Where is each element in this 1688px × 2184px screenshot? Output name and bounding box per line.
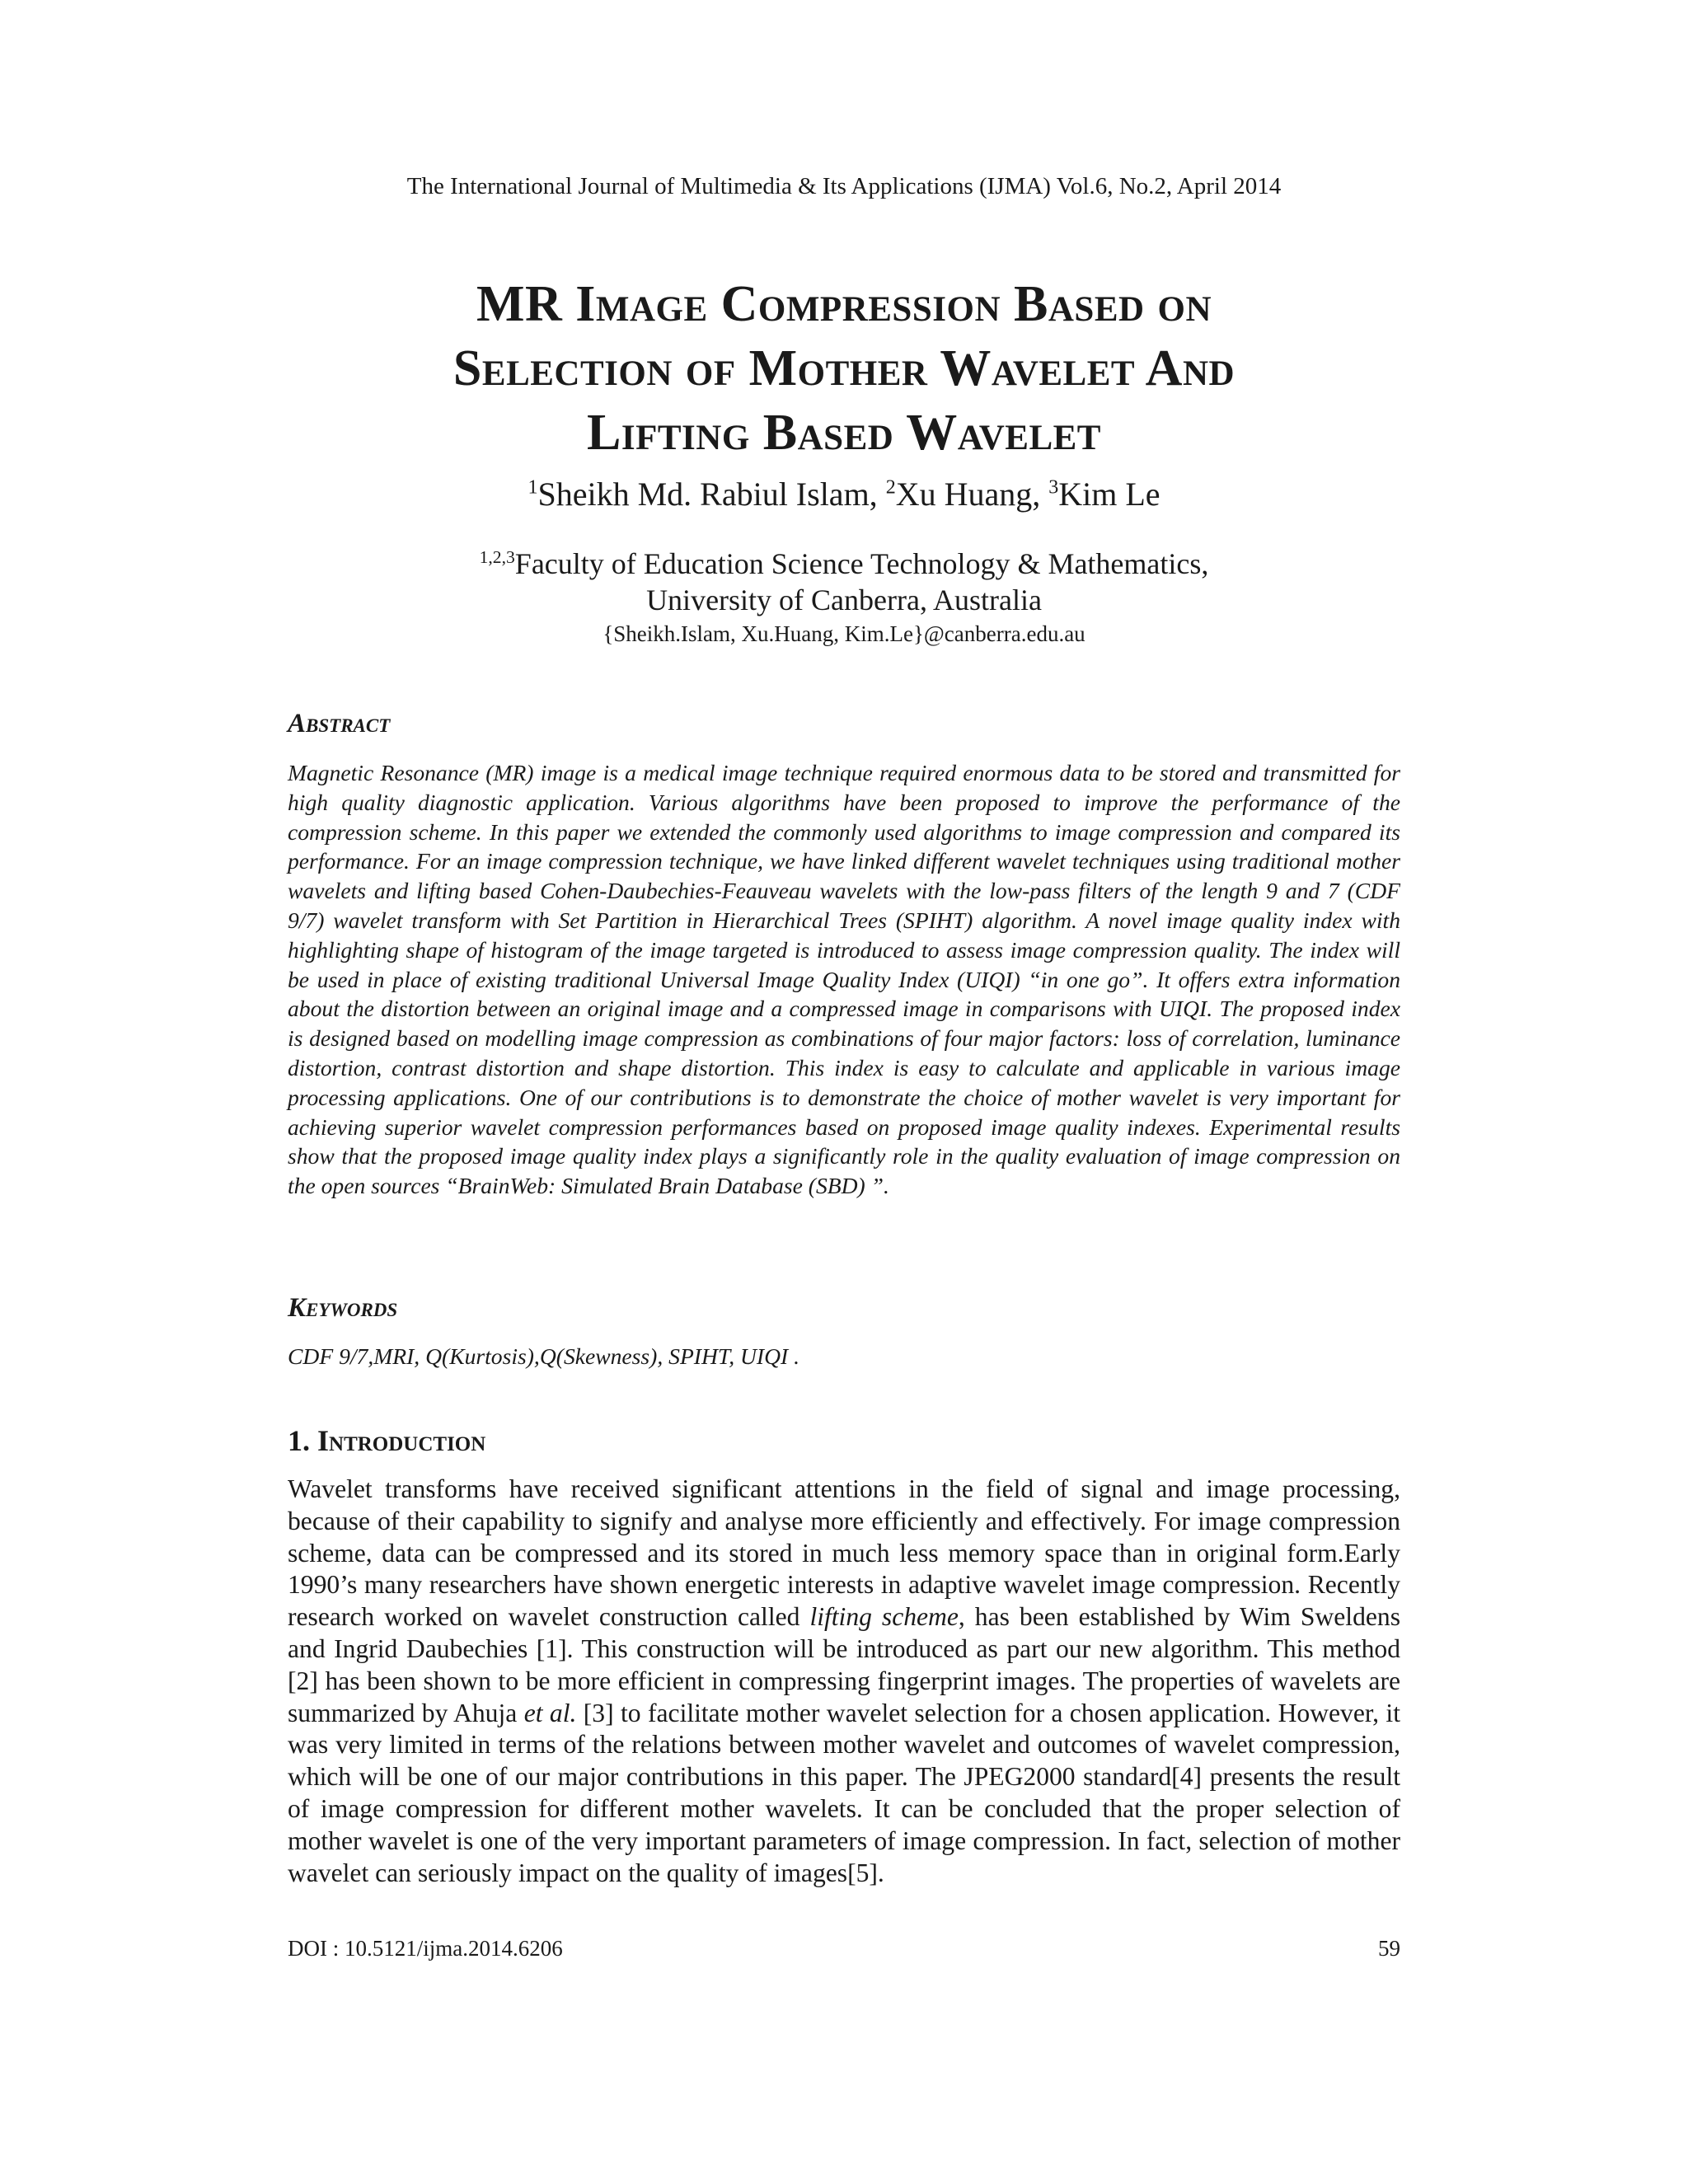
author-name: Sheikh Md. Rabiul Islam,	[537, 476, 886, 513]
running-header: The International Journal of Multimedia & Its Applications (IJMA) Vol.6, No.2, April 2014	[406, 173, 1282, 199]
affiliation-line-2: University of Canberra, Australia	[646, 583, 1042, 616]
introduction-text	[288, 1474, 1400, 1889]
intro-emphasis: lifting scheme	[809, 1602, 959, 1632]
author-superscript: 1	[528, 476, 538, 499]
affiliation-superscript: 1,2,3	[479, 547, 515, 567]
intro-emphasis: et al.	[523, 1698, 577, 1727]
author-emails: {Sheikh.Islam, Xu.Huang, Kim.Le}@canberra.edu.au	[603, 621, 1085, 646]
paper-title	[165, 272, 1523, 465]
author-superscript: 2	[885, 476, 896, 499]
affiliation	[0, 546, 1688, 618]
author-name: Kim Le	[1058, 476, 1160, 513]
author-name: Xu Huang,	[895, 476, 1049, 513]
title-line: MR Image Compression Based on	[476, 276, 1212, 332]
title-line: Lifting Based Wavelet	[587, 405, 1101, 461]
author-list	[0, 474, 1688, 515]
keywords-text: CDF 9/7,MRI, Q(Kurtosis),Q(Skewness), SPIHT, UIQI .	[288, 1343, 800, 1369]
affiliation-text: Faculty of Education Science Technology & Mathematics,	[514, 547, 1209, 580]
title-line: Selection of Mother Wavelet And	[452, 340, 1236, 396]
intro-text-segment: Wavelet transforms have received significant attentions in the field of signal and image processing, because of their capability to signify and analyse more efficiently and effectively. For image compression scheme, data can be compressed and its stored in much less memory space than in original form.Early 1990’s many researchers have shown energetic interests in adaptive wavelet image compression. Recently research worked on wavelet construction called	[288, 1474, 1400, 1632]
introduction-heading: 1. Introduction	[288, 1424, 486, 1457]
affiliation-line-1	[0, 546, 1688, 582]
page-number: 59	[1378, 1936, 1400, 1961]
keywords-heading: Keywords	[288, 1293, 398, 1323]
abstract-heading: Abstract	[288, 709, 391, 738]
abstract-text: Magnetic Resonance (MR) image is a medical image technique required enormous data to be stored and transmitted for high quality diagnostic application. Various algorithms have been proposed to improve the performance of the compression scheme. In this paper we extended the commonly used algorithms to image compression and compared its performance. For an image compression technique, we have linked different wavelet techniques using traditional mother wavelets and lifting based Cohen-Daubechies-Feauveau wavelets with the low-pass filters of the length 9 and 7 (CDF 9/7) wavelet transform with Set Partition in Hierarchical Trees (SPIHT) algorithm. A novel image quality index with highlighting shape of histogram of the image targeted is introduced to assess image compression quality. The index will be used in place of existing traditional Universal Image Quality Index (UIQI) “in one go”. It offers extra information about the distortion between an original image and a compressed image in comparisons with UIQI. The proposed index is designed based on modelling image compression as combinations of four major factors: loss of correlation, luminance distortion, contrast distortion and shape distortion. This index is easy to calculate and applicable in various image processing applications. One of our contributions is to demonstrate the choice of mother wavelet is very important for achieving superior wavelet compression performances based on proposed image quality indexes. Experimental results show that the proposed image quality index plays a significantly role in the quality evaluation of image compression on the open sources “BrainWeb: Simulated Brain Database (SBD) ”.	[288, 760, 1400, 1199]
author-superscript: 3	[1048, 476, 1059, 499]
intro-text-segment: [3] to facilitate mother wavelet selection for a chosen application. However, it was very limited in terms of the relations between mother wavelet and outcomes of wavelet compression, which will be one of our major contributions in this paper. The JPEG2000 standard[4] presents the result of image compression for different mother wavelets. It can be concluded that the proper selection of mother wavelet is one of the very important parameters of image compression. In fact, selection of mother wavelet can seriously impact on the quality of images[5].	[288, 1698, 1400, 1887]
intro-text-segment: , has been established by Wim Sweldens and Ingrid Daubechies [1]. This construction will be introduced as part our new algorithm. This method [2] has been shown to be more efficient in compressing fingerprint images. The properties of wavelets are summarized by Ahuja	[288, 1602, 1400, 1727]
footer-doi: DOI : 10.5121/ijma.2014.6206	[288, 1936, 563, 1961]
